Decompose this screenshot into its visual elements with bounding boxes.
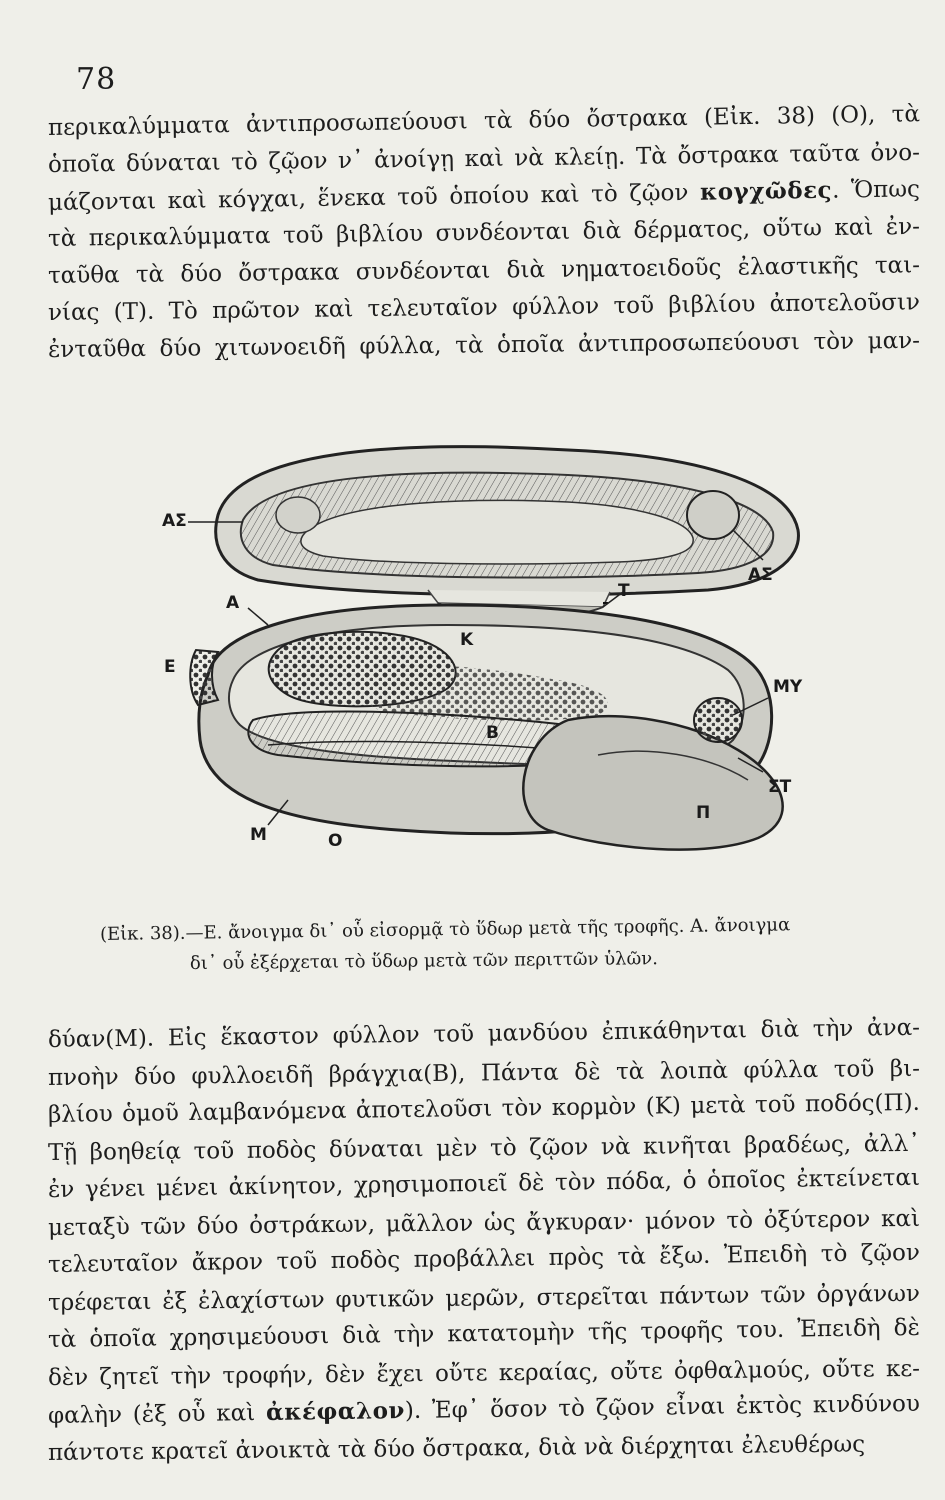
label-o: Ο [328, 831, 343, 851]
text-line: μεταξὺ τῶν δύο ὀστράκων, μᾶλλον ὡς ἄγκυραν· μόνον τὸ ὀξύτερον καὶ [47, 1205, 921, 1241]
top-paragraph [47, 101, 921, 369]
text-line: ἐν γένει μένει ἀκίνητον, χρησιμοποιεῖ δὲ τὸν πόδα, ὁ ὁποῖος ἐκτείνεται [47, 1164, 921, 1203]
label-a: Α [226, 593, 240, 613]
text-segment: ). Ἐφ᾿ ὅσον τὸ ζῷον εἶναι ἐκτὸς κινδύνου [404, 1390, 921, 1425]
label-m: Μ [250, 825, 267, 845]
label-e: Ε [164, 657, 176, 677]
label-as-right: ΑΣ [748, 565, 773, 585]
text-segment: . Ὅπως [831, 176, 921, 204]
mussel-anatomy-figure [148, 420, 848, 880]
label-k: Κ [460, 630, 474, 650]
mussel-illustration [148, 420, 848, 880]
text-segment: μάζονται καὶ κόγχαι, ἕνεκα τοῦ ὁποίου καὶ τὸ ζῷον [47, 179, 689, 216]
label-st: ΣΤ [768, 777, 792, 797]
text-line: δύαν(Μ). Εἰς ἕκαστον φύλλον τοῦ μανδύου ἐπικάθηνται διὰ τὴν ἀνα- [47, 1014, 921, 1053]
text-line: νίας (Τ). Τὸ πρῶτον καὶ τελευταῖον φύλλον τοῦ βιβλίου ἀποτελοῦσιν [47, 289, 921, 326]
text-line: δὲν ζητεῖ τὴν τροφήν, δὲν ἔχει οὔτε κεραίας, οὔτε ὀφθαλμούς, οὔτε κε- [47, 1355, 921, 1391]
caption-line: δι᾿ οὗ ἐξέρχεται τὸ ὕδωρ μετὰ τῶν περιττῶν ὑλῶν. [189, 948, 658, 975]
label-as-left: ΑΣ [162, 511, 187, 531]
figure-caption [99, 914, 890, 980]
page-number: 78 [76, 62, 117, 97]
text-line: τελευταῖον ἄκρον τοῦ ποδὸς προβάλλει πρὸς τὰ ἔξω. Ἐπειδὴ τὸ ζῷον [47, 1239, 921, 1278]
text-line: πνοὴν δύο φυλλοειδῆ βράγχια(Β), Πάντα δὲ τὰ λοιπὰ φύλλα τοῦ βι- [47, 1055, 921, 1091]
text-line: ταῦθα τὰ δύο ὄστρακα συνδέονται διὰ νηματοειδοῦς ἐλαστικῆς ται- [47, 252, 921, 289]
term-kogchodes: κογχῶδες [699, 176, 833, 206]
text-line: ὁποῖα δύναται τὸ ζῷον ν᾿ ἀνοίγῃ καὶ νὰ κλείῃ. Τὰ ὄστρακα ταῦτα ὀνο- [47, 139, 921, 178]
text-line: ἐνταῦθα δύο χιτωνοειδῆ φύλλα, τὰ ὁποῖα ἀντιπροσωπεύουσι τὸν μαν- [47, 327, 921, 363]
text-segment: φαλὴν (ἐξ οὗ καὶ [47, 1400, 256, 1429]
term-akefalon: ἀκέφαλον [265, 1397, 406, 1426]
label-t: Τ [618, 581, 630, 601]
text-line: τὰ περικαλύμματα τοῦ βιβλίου συνδέονται διὰ δέρματος, οὕτω καὶ ἐν- [47, 213, 921, 252]
upper-shell [216, 447, 799, 595]
text-line: βλίου ὁμοῦ λαμβανόμενα ἀποτελοῦσι τὸν κορμὸν (Κ) μετὰ τοῦ ποδός(Π). [47, 1089, 921, 1128]
text-line: πάντοτε κρατεῖ ἀνοικτὰ τὰ δύο ὄστρακα, διὰ νὰ διέρχηται ἐλευθέρως [47, 1430, 866, 1466]
label-b: Β [486, 723, 499, 743]
text-line: περικαλύμματα ἀντιπροσωπεύουσι τὰ δύο ὄστρακα (Εἰκ. 38) (Ο), τὰ [47, 101, 921, 141]
caption-line: (Εἰκ. 38).—Ε. ἄνοιγμα δι᾿ οὗ εἰσορμᾷ τὸ ὕδωρ μετὰ τῆς τροφῆς. Α. ἄνοιγμα [99, 914, 791, 945]
text-line: Τῇ βοηθείᾳ τοῦ ποδὸς δύναται μὲν τὸ ζῷον νὰ κινῆται βραδέως, ἀλλ᾿ [47, 1130, 921, 1166]
text-line: τρέφεται ἐξ ἐλαχίστων φυτικῶν μερῶν, στερεῖται πάντων τῶν ὀργάνων [47, 1280, 921, 1316]
posterior-muscle [694, 698, 742, 742]
label-p: Π [696, 803, 711, 823]
label-my: ΜΥ [773, 677, 803, 697]
bottom-paragraph [47, 1014, 921, 1472]
text-line: τὰ ὁποῖα χρησιμεύουσι διὰ τὴν κατατομὴν τῆς τροφῆς του. Ἐπειδὴ δὲ [47, 1314, 921, 1353]
